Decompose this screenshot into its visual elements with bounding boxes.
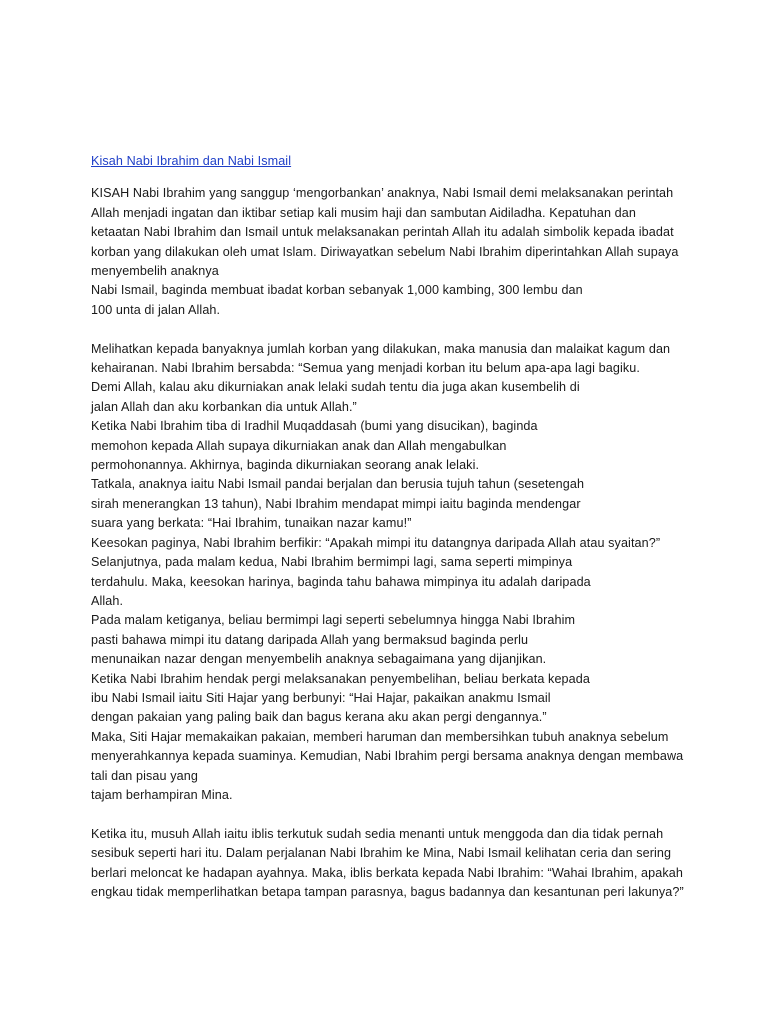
text-line: dengan pakaian yang paling baik dan bagus kerana aku akan pergi dengannya.” xyxy=(91,710,547,725)
text-line: 100 unta di jalan Allah. xyxy=(91,302,221,317)
paragraph-spacer xyxy=(91,805,691,824)
text-line: menunaikan nazar dengan menyembelih anaknya sebagaimana yang dijanjikan. xyxy=(91,652,547,667)
text-line: suara yang berkata: “Hai Ibrahim, tunaikan nazar kamu!” xyxy=(91,516,412,531)
paragraph xyxy=(91,184,691,320)
text-line: tali dan pisau yang xyxy=(91,768,198,783)
text-line: Allah. xyxy=(91,593,124,608)
text-line: Keesokan paginya, Nabi Ibrahim berfikir: “Apakah mimpi itu datangnya daripada Allah atau syaitan?” xyxy=(91,535,661,550)
text-line: berlari meloncat ke hadapan ayahnya. Maka, iblis berkata kepada Nabi Ibrahim: “Wahai Ibrahim, apakah xyxy=(91,865,683,880)
text-line: ibu Nabi Ismail iaitu Siti Hajar yang berbunyi: “Hai Hajar, pakaikan anakmu Ismail xyxy=(91,690,551,705)
title-link[interactable]: Kisah Nabi Ibrahim dan Nabi Ismail xyxy=(91,154,292,168)
text-line: memohon kepada Allah supaya dikurniakan anak dan Allah mengabulkan xyxy=(91,438,507,453)
text-line: Nabi Ismail, baginda membuat ibadat korban sebanyak 1,000 kambing, 300 lembu dan xyxy=(91,283,583,298)
text-line: Pada malam ketiganya, beliau bermimpi lagi seperti sebelumnya hingga Nabi Ibrahim xyxy=(91,613,576,628)
text-line: sesibuk seperti hari itu. Dalam perjalanan Nabi Ibrahim ke Mina, Nabi Ismail kelihatan ceria dan sering xyxy=(91,846,672,861)
text-line: Maka, Siti Hajar memakaikan pakaian, memberi haruman dan membersihkan tubuh anaknya sebelum xyxy=(91,729,669,744)
document-body xyxy=(91,152,691,902)
text-line: tajam berhampiran Mina. xyxy=(91,787,233,802)
text-line: Demi Allah, kalau aku dikurniakan anak lelaki sudah tentu dia juga akan kusembelih di xyxy=(91,380,580,395)
text-line: Melihatkan kepada banyaknya jumlah korban yang dilakukan, maka manusia dan malaikat kagum dan xyxy=(91,341,671,356)
text-line: sirah menerangkan 13 tahun), Nabi Ibrahim mendapat mimpi iaitu baginda mendengar xyxy=(91,496,581,511)
paragraph-spacer xyxy=(91,320,691,339)
text-line: permohonannya. Akhirnya, baginda dikurniakan seorang anak lelaki. xyxy=(91,458,480,473)
text-line: menyerahkannya kepada suaminya. Kemudian, Nabi Ibrahim pergi bersama anaknya dengan membawa xyxy=(91,749,684,764)
text-line: engkau tidak memperlihatkan betapa tampan parasnya, bagus badannya dan kesantunan peri lakunya?” xyxy=(91,885,684,899)
text-line: Selanjutnya, pada malam kedua, Nabi Ibrahim bermimpi lagi, sama seperti mimpinya xyxy=(91,555,573,570)
text-line: Tatkala, anaknya iaitu Nabi Ismail pandai berjalan dan berusia tujuh tahun (sesetengah xyxy=(91,477,585,492)
text-line: menyembelih anaknya xyxy=(91,264,219,279)
paragraph xyxy=(91,340,691,806)
text-line: pasti bahawa mimpi itu datang daripada Allah yang bermaksud baginda perlu xyxy=(91,632,529,647)
text-line: KISAH Nabi Ibrahim yang sanggup ‘mengorbankan’ anaknya, Nabi Ismail demi melaksanakan perintah xyxy=(91,186,674,201)
text-line: Ketika itu, musuh Allah iaitu iblis terkutuk sudah sedia menanti untuk menggoda dan dia tidak pernah xyxy=(91,826,664,841)
paragraphs-container xyxy=(91,184,691,902)
text-line: Ketika Nabi Ibrahim tiba di Iradhil Muqaddasah (bumi yang disucikan), baginda xyxy=(91,419,538,434)
paragraph xyxy=(91,825,691,903)
text-line: terdahulu. Maka, keesokan harinya, baginda tahu bahawa mimpinya itu adalah daripada xyxy=(91,574,591,589)
text-line: kehairanan. Nabi Ibrahim bersabda: “Semua yang menjadi korban itu belum apa-apa lagi bagiku. xyxy=(91,361,640,376)
text-line: Ketika Nabi Ibrahim hendak pergi melaksanakan penyembelihan, beliau berkata kepada xyxy=(91,671,590,686)
text-line: Allah menjadi ingatan dan iktibar setiap kali musim haji dan sambutan Aidiladha. Kepatuhan dan xyxy=(91,205,636,220)
text-line: korban yang dilakukan oleh umat Islam. Diriwayatkan sebelum Nabi Ibrahim diperintahkan Allah supaya xyxy=(91,244,679,259)
text-line: ketaatan Nabi Ibrahim dan Ismail untuk melaksanakan perintah Allah itu adalah simbolik kepada ibadat xyxy=(91,225,674,240)
text-line: jalan Allah dan aku korbankan dia untuk Allah.” xyxy=(91,399,357,414)
